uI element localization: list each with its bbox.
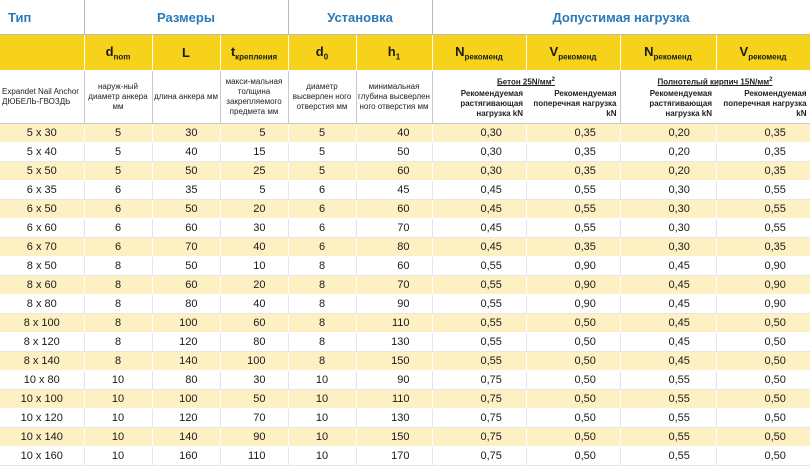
cell-n-brick: 0,45 [620, 333, 716, 352]
cell-n-concrete: 0,75 [432, 371, 526, 390]
cell-length: 60 [152, 219, 220, 238]
symbol-n-brick: $N_{рекоменд}$ [620, 35, 716, 71]
cell-v-concrete: 0,50 [526, 409, 620, 428]
symbol-row [0, 35, 810, 71]
cell-d0: 10 [288, 447, 356, 466]
cell-d0: 8 [288, 257, 356, 276]
cell-n-brick: 0,55 [620, 428, 716, 447]
cell-d0: 10 [288, 371, 356, 390]
cell-h1: 110 [356, 314, 432, 333]
table-row [0, 295, 810, 314]
concrete-caption: Бетон $25N/мм^2$ [497, 76, 555, 87]
desc-n-concrete: Рекомендуемая растягивающая нагрузка kN [460, 89, 523, 119]
cell-v-brick: 0,50 [716, 447, 810, 466]
cell-type: 8 x 100 [0, 314, 84, 333]
header-row [0, 0, 810, 35]
cell-h1: 90 [356, 295, 432, 314]
cell-h1: 70 [356, 219, 432, 238]
cell-type: 6 x 70 [0, 238, 84, 257]
cell-length: 35 [152, 181, 220, 200]
cell-h1: 60 [356, 162, 432, 181]
cell-v-brick: 0,50 [716, 371, 810, 390]
cell-d0: 8 [288, 295, 356, 314]
cell-v-brick: 0,90 [716, 257, 810, 276]
desc-t: макси-мальная толщина закрепляемого предмета мм [220, 71, 288, 124]
cell-v-brick: 0,50 [716, 428, 810, 447]
cell-v-concrete: 0,35 [526, 124, 620, 143]
table-row [0, 238, 810, 257]
cell-v-brick: 0,55 [716, 181, 810, 200]
cell-v-brick: 0,90 [716, 276, 810, 295]
cell-n-brick: 0,30 [620, 238, 716, 257]
cell-n-concrete: 0,45 [432, 200, 526, 219]
cell-n-concrete: 0,30 [432, 162, 526, 181]
cell-h1: 40 [356, 124, 432, 143]
cell-v-concrete: 0,90 [526, 295, 620, 314]
table-row [0, 124, 810, 143]
cell-length: 80 [152, 371, 220, 390]
cell-d0: 6 [288, 181, 356, 200]
cell-d0: 6 [288, 219, 356, 238]
cell-v-brick: 0,35 [716, 143, 810, 162]
cell-d0: 5 [288, 143, 356, 162]
cell-n-concrete: 0,45 [432, 238, 526, 257]
cell-v-concrete: 0,50 [526, 371, 620, 390]
cell-length: 160 [152, 447, 220, 466]
cell-type: 6 x 50 [0, 200, 84, 219]
cell-d0: 6 [288, 200, 356, 219]
cell-h1: 150 [356, 352, 432, 371]
table-row [0, 314, 810, 333]
cell-n-brick: 0,55 [620, 390, 716, 409]
cell-d-nom: 8 [84, 333, 152, 352]
cell-type: 10 x 140 [0, 428, 84, 447]
header-type: Тип [0, 0, 84, 35]
cell-length: 60 [152, 276, 220, 295]
cell-length: 120 [152, 409, 220, 428]
cell-n-brick: 0,30 [620, 200, 716, 219]
header-load: Допустимая нагрузка [432, 0, 810, 35]
desc-type: Expandet Nail Anchor ДЮБЕЛЬ-ГВОЗДЬ [0, 71, 84, 124]
cell-v-brick: 0,90 [716, 295, 810, 314]
cell-length: 80 [152, 295, 220, 314]
cell-v-brick: 0,50 [716, 409, 810, 428]
cell-h1: 45 [356, 181, 432, 200]
cell-t: 90 [220, 428, 288, 447]
cell-d0: 5 [288, 162, 356, 181]
cell-n-brick: 0,45 [620, 352, 716, 371]
cell-n-brick: 0,20 [620, 124, 716, 143]
table-row [0, 447, 810, 466]
cell-n-brick: 0,45 [620, 276, 716, 295]
cell-length: 40 [152, 143, 220, 162]
cell-v-concrete: 0,35 [526, 162, 620, 181]
cell-length: 100 [152, 314, 220, 333]
desc-d0: диаметр высверлен ного отверстия мм [288, 71, 356, 124]
cell-v-concrete: 0,35 [526, 143, 620, 162]
cell-v-brick: 0,55 [716, 219, 810, 238]
cell-n-concrete: 0,55 [432, 257, 526, 276]
cell-d-nom: 5 [84, 124, 152, 143]
cell-v-concrete: 0,50 [526, 314, 620, 333]
table-row [0, 352, 810, 371]
cell-d-nom: 5 [84, 143, 152, 162]
cell-d-nom: 8 [84, 352, 152, 371]
cell-h1: 170 [356, 447, 432, 466]
cell-n-brick: 0,20 [620, 143, 716, 162]
symbol-t: $t_{крепления}$ [220, 35, 288, 71]
cell-v-concrete: 0,35 [526, 238, 620, 257]
table-row [0, 409, 810, 428]
cell-type: 8 x 50 [0, 257, 84, 276]
cell-n-concrete: 0,55 [432, 295, 526, 314]
cell-t: 80 [220, 333, 288, 352]
table-row [0, 162, 810, 181]
cell-t: 70 [220, 409, 288, 428]
cell-v-brick: 0,35 [716, 238, 810, 257]
cell-t: 50 [220, 390, 288, 409]
cell-d-nom: 10 [84, 390, 152, 409]
table-row [0, 200, 810, 219]
symbol-length: L [152, 35, 220, 71]
desc-h1: минимальная глубина высверлен ного отверстия мм [356, 71, 432, 124]
cell-v-brick: 0,35 [716, 162, 810, 181]
cell-d0: 10 [288, 390, 356, 409]
cell-d0: 8 [288, 276, 356, 295]
desc-length: длина анкера мм [152, 71, 220, 124]
cell-t: 30 [220, 219, 288, 238]
cell-type: 5 x 40 [0, 143, 84, 162]
cell-t: 20 [220, 200, 288, 219]
cell-t: 5 [220, 124, 288, 143]
cell-t: 25 [220, 162, 288, 181]
cell-d-nom: 10 [84, 447, 152, 466]
desc-concrete [432, 71, 620, 124]
cell-type: 5 x 50 [0, 162, 84, 181]
cell-n-brick: 0,45 [620, 257, 716, 276]
cell-h1: 50 [356, 143, 432, 162]
desc-v-concrete: Рекомендуемая поперечная нагрузка kN [533, 89, 617, 119]
cell-h1: 70 [356, 276, 432, 295]
cell-n-concrete: 0,45 [432, 181, 526, 200]
cell-t: 40 [220, 238, 288, 257]
cell-n-brick: 0,20 [620, 162, 716, 181]
cell-n-brick: 0,45 [620, 295, 716, 314]
cell-d-nom: 6 [84, 219, 152, 238]
cell-v-concrete: 0,55 [526, 181, 620, 200]
cell-d0: 6 [288, 238, 356, 257]
cell-n-concrete: 0,45 [432, 219, 526, 238]
cell-d0: 8 [288, 314, 356, 333]
cell-type: 5 x 30 [0, 124, 84, 143]
cell-n-brick: 0,55 [620, 371, 716, 390]
cell-type: 8 x 120 [0, 333, 84, 352]
cell-h1: 90 [356, 371, 432, 390]
cell-t: 20 [220, 276, 288, 295]
cell-n-concrete: 0,55 [432, 314, 526, 333]
cell-type: 6 x 60 [0, 219, 84, 238]
cell-length: 70 [152, 238, 220, 257]
header-sizes: Размеры [84, 0, 288, 35]
symbol-v-concrete: $V_{рекоменд}$ [526, 35, 620, 71]
cell-length: 100 [152, 390, 220, 409]
desc-d-nom: наруж-ный диаметр анкера мм [84, 71, 152, 124]
header-install: Установка [288, 0, 432, 35]
symbol-h1: $h_1$ [356, 35, 432, 71]
cell-n-concrete: 0,30 [432, 124, 526, 143]
cell-d-nom: 10 [84, 371, 152, 390]
description-row [0, 71, 810, 124]
cell-d-nom: 8 [84, 276, 152, 295]
cell-t: 110 [220, 447, 288, 466]
symbol-d0: $d_0$ [288, 35, 356, 71]
symbol-d-nom: $d_{nom}$ [84, 35, 152, 71]
cell-type: 8 x 60 [0, 276, 84, 295]
cell-length: 50 [152, 200, 220, 219]
cell-h1: 60 [356, 257, 432, 276]
cell-n-brick: 0,30 [620, 219, 716, 238]
cell-n-concrete: 0,55 [432, 352, 526, 371]
cell-d0: 8 [288, 333, 356, 352]
cell-type: 10 x 120 [0, 409, 84, 428]
table-row [0, 181, 810, 200]
cell-type: 10 x 100 [0, 390, 84, 409]
table-body [0, 124, 810, 466]
cell-d0: 10 [288, 409, 356, 428]
cell-n-brick: 0,55 [620, 409, 716, 428]
cell-n-concrete: 0,75 [432, 390, 526, 409]
cell-n-concrete: 0,75 [432, 428, 526, 447]
cell-t: 10 [220, 257, 288, 276]
cell-d-nom: 6 [84, 238, 152, 257]
cell-d-nom: 6 [84, 181, 152, 200]
table-row [0, 428, 810, 447]
cell-h1: 60 [356, 200, 432, 219]
cell-t: 15 [220, 143, 288, 162]
cell-n-brick: 0,30 [620, 181, 716, 200]
cell-type: 6 x 35 [0, 181, 84, 200]
cell-v-brick: 0,50 [716, 390, 810, 409]
cell-d0: 5 [288, 124, 356, 143]
cell-length: 30 [152, 124, 220, 143]
cell-length: 140 [152, 428, 220, 447]
cell-d-nom: 6 [84, 200, 152, 219]
symbol-v-brick: $V_{рекоменд}$ [716, 35, 810, 71]
cell-length: 50 [152, 257, 220, 276]
table-row [0, 333, 810, 352]
cell-d-nom: 10 [84, 409, 152, 428]
cell-h1: 80 [356, 238, 432, 257]
cell-n-concrete: 0,55 [432, 276, 526, 295]
cell-v-brick: 0,35 [716, 124, 810, 143]
cell-v-concrete: 0,55 [526, 200, 620, 219]
cell-type: 10 x 80 [0, 371, 84, 390]
cell-length: 120 [152, 333, 220, 352]
cell-v-concrete: 0,90 [526, 257, 620, 276]
brick-caption: Полнотелый кирпич $15N/мм^2$ [657, 76, 773, 87]
cell-n-concrete: 0,75 [432, 447, 526, 466]
cell-length: 50 [152, 162, 220, 181]
cell-n-brick: 0,55 [620, 447, 716, 466]
cell-d-nom: 8 [84, 295, 152, 314]
cell-v-brick: 0,50 [716, 314, 810, 333]
cell-v-concrete: 0,90 [526, 276, 620, 295]
cell-n-concrete: 0,55 [432, 333, 526, 352]
cell-v-concrete: 0,50 [526, 352, 620, 371]
cell-v-concrete: 0,55 [526, 219, 620, 238]
desc-n-brick: Рекомендуемая растягивающая нагрузка kN [649, 89, 713, 119]
cell-h1: 130 [356, 333, 432, 352]
table-row [0, 219, 810, 238]
cell-type: 8 x 80 [0, 295, 84, 314]
symbol-empty [0, 35, 84, 71]
cell-v-brick: 0,55 [716, 200, 810, 219]
cell-v-concrete: 0,50 [526, 333, 620, 352]
cell-v-concrete: 0,50 [526, 428, 620, 447]
desc-brick [620, 71, 810, 124]
cell-d-nom: 10 [84, 428, 152, 447]
table-row [0, 257, 810, 276]
table-row [0, 390, 810, 409]
cell-h1: 110 [356, 390, 432, 409]
cell-d-nom: 5 [84, 162, 152, 181]
cell-v-concrete: 0,50 [526, 447, 620, 466]
cell-t: 40 [220, 295, 288, 314]
cell-d-nom: 8 [84, 314, 152, 333]
table-row [0, 143, 810, 162]
cell-v-brick: 0,50 [716, 333, 810, 352]
cell-d0: 8 [288, 352, 356, 371]
cell-t: 100 [220, 352, 288, 371]
cell-h1: 130 [356, 409, 432, 428]
symbol-n-concrete: $N_{рекоменд}$ [432, 35, 526, 71]
cell-h1: 150 [356, 428, 432, 447]
table-row [0, 371, 810, 390]
cell-t: 5 [220, 181, 288, 200]
table-row [0, 276, 810, 295]
cell-n-concrete: 0,75 [432, 409, 526, 428]
cell-length: 140 [152, 352, 220, 371]
cell-d0: 10 [288, 428, 356, 447]
cell-v-brick: 0,50 [716, 352, 810, 371]
cell-type: 10 x 160 [0, 447, 84, 466]
cell-n-brick: 0,45 [620, 314, 716, 333]
cell-v-concrete: 0,50 [526, 390, 620, 409]
cell-type: 8 x 140 [0, 352, 84, 371]
cell-d-nom: 8 [84, 257, 152, 276]
cell-n-concrete: 0,30 [432, 143, 526, 162]
cell-t: 60 [220, 314, 288, 333]
desc-v-brick: Рекомендуемая поперечная нагрузка kN [723, 89, 807, 119]
cell-t: 30 [220, 371, 288, 390]
